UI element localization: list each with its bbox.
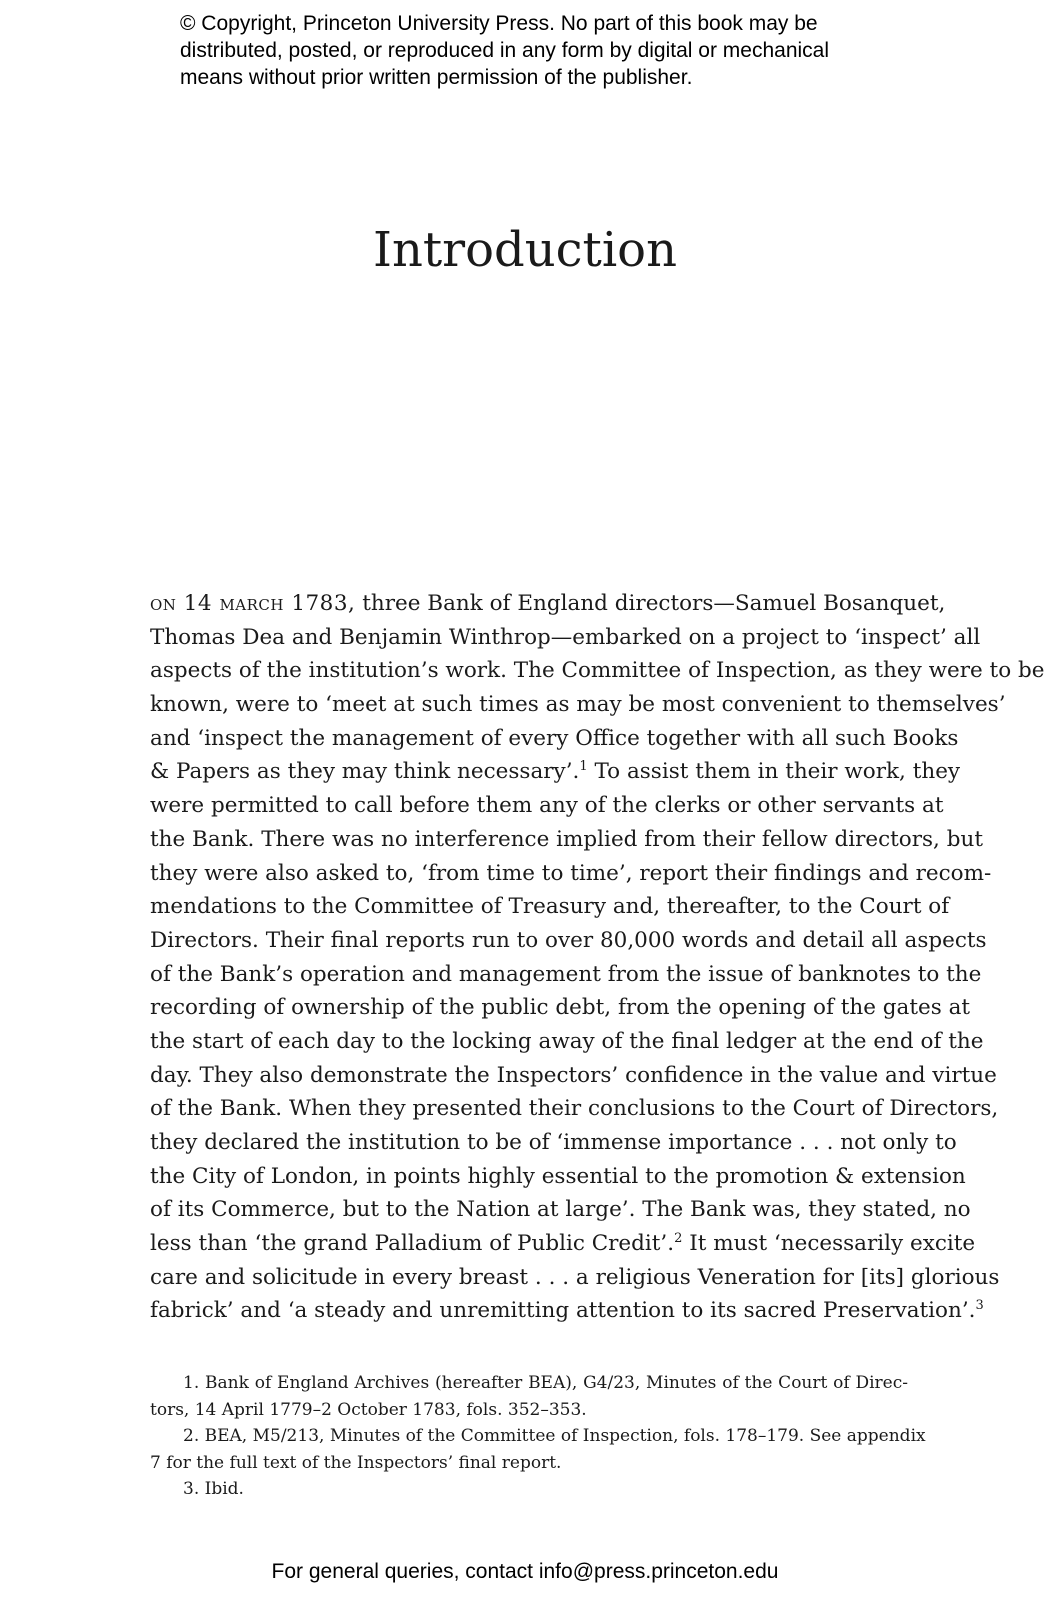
body-paragraph [150,587,1045,1328]
body-line: they declared the institution to be of ‘immense importance . . . not only to [150,1130,957,1155]
body-text-segment: It must ‘necessarily excite [682,1231,976,1257]
footnote-2: 2. BEA, M5/213, Minutes of the Committee of Inspection, fols. 178–179. See appendix [183,1426,926,1446]
copyright-notice [180,10,900,91]
body-line: aspects of the institution’s work. The Committee of Inspection, as they were to be [150,658,1045,684]
body-line: care and solicitude in every breast . . . a religious Veneration for [its] glorious [150,1264,1000,1290]
footnote-2-continued: 7 for the full text of the Inspectors’ final report. [150,1452,562,1473]
body-text-segment: & Papers as they may think necessary’. [150,759,580,785]
body-text-segment: fabrick’ and ‘a steady and unremitting attention to its sacred Preservation’. [150,1298,976,1324]
body-line: the Bank. There was no interference implied from their fellow directors, but [150,826,983,852]
body-text-segment: three Bank of England directors—Samuel Bosanquet, [355,591,946,616]
footnote-3: 3. Ibid. [183,1479,244,1499]
footnote-marker[interactable]: 3 [975,1298,984,1314]
footnote-1-continued: tors, 14 April 1779–2 October 1783, fols. 352–353. [150,1399,587,1420]
body-line: Thomas Dea and Benjamin Winthrop—embarked on a project to ‘inspect’ all [150,624,981,650]
copyright-line: © Copyright, Princeton University Press. No part of this book may be [180,12,818,35]
body-line: day. They also demonstrate the Inspectors’ confidence in the value and virtue [150,1062,997,1088]
footnote-marker[interactable]: 1 [579,759,588,775]
body-line [150,1294,984,1328]
body-line: and ‘inspect the management of every Office together with all such Books [150,725,959,751]
body-line: of the Bank. When they presented their conclusions to the Court of Directors, [150,1096,999,1122]
copyright-line: distributed, posted, or reproduced in any form by digital or mechanical [180,39,830,62]
body-line: known, were to ‘meet at such times as may be most convenient to themselves’ [150,692,1006,718]
body-line: the start of each day to the locking away of the final ledger at the end of the [150,1028,984,1054]
body-line: of the Bank’s operation and management from the issue of banknotes to the [150,961,982,987]
footnotes [150,1370,926,1503]
footnote-1: 1. Bank of England Archives (hereafter BEA), G4/23, Minutes of the Court of Direc- [183,1373,908,1393]
body-line: of its Commerce, but to the Nation at large’. The Bank was, they stated, no [150,1197,971,1223]
body-line: were permitted to call before them any of the clerks or other servants at [150,793,944,819]
body-line: the City of London, in points highly essential to the promotion & extension [150,1163,966,1189]
footnote-marker[interactable]: 2 [674,1231,683,1247]
body-text-segment: less than ‘the grand Palladium of Public Credit’. [150,1231,675,1257]
body-line: mendations to the Committee of Treasury and, thereafter, to the Court of [150,894,950,920]
chapter-title: Introduction [373,222,677,278]
body-line: recording of ownership of the public debt, from the opening of the gates at [150,995,971,1021]
body-line: they were also asked to, ‘from time to time’, report their findings and recom- [150,860,992,886]
body-text-segment: To assist them in their work, they [587,759,961,785]
copyright-line: means without prior written permission of the publisher. [180,66,693,89]
opening-smallcaps: on 14 march 1783, [150,591,356,616]
body-line [150,587,946,621]
body-line [150,755,961,789]
body-line: Directors. Their final reports run to over 80,000 words and detail all aspects [150,927,987,953]
body-line [150,1227,976,1261]
footer-contact: For general queries, contact info@press.princeton.edu [271,1560,779,1583]
